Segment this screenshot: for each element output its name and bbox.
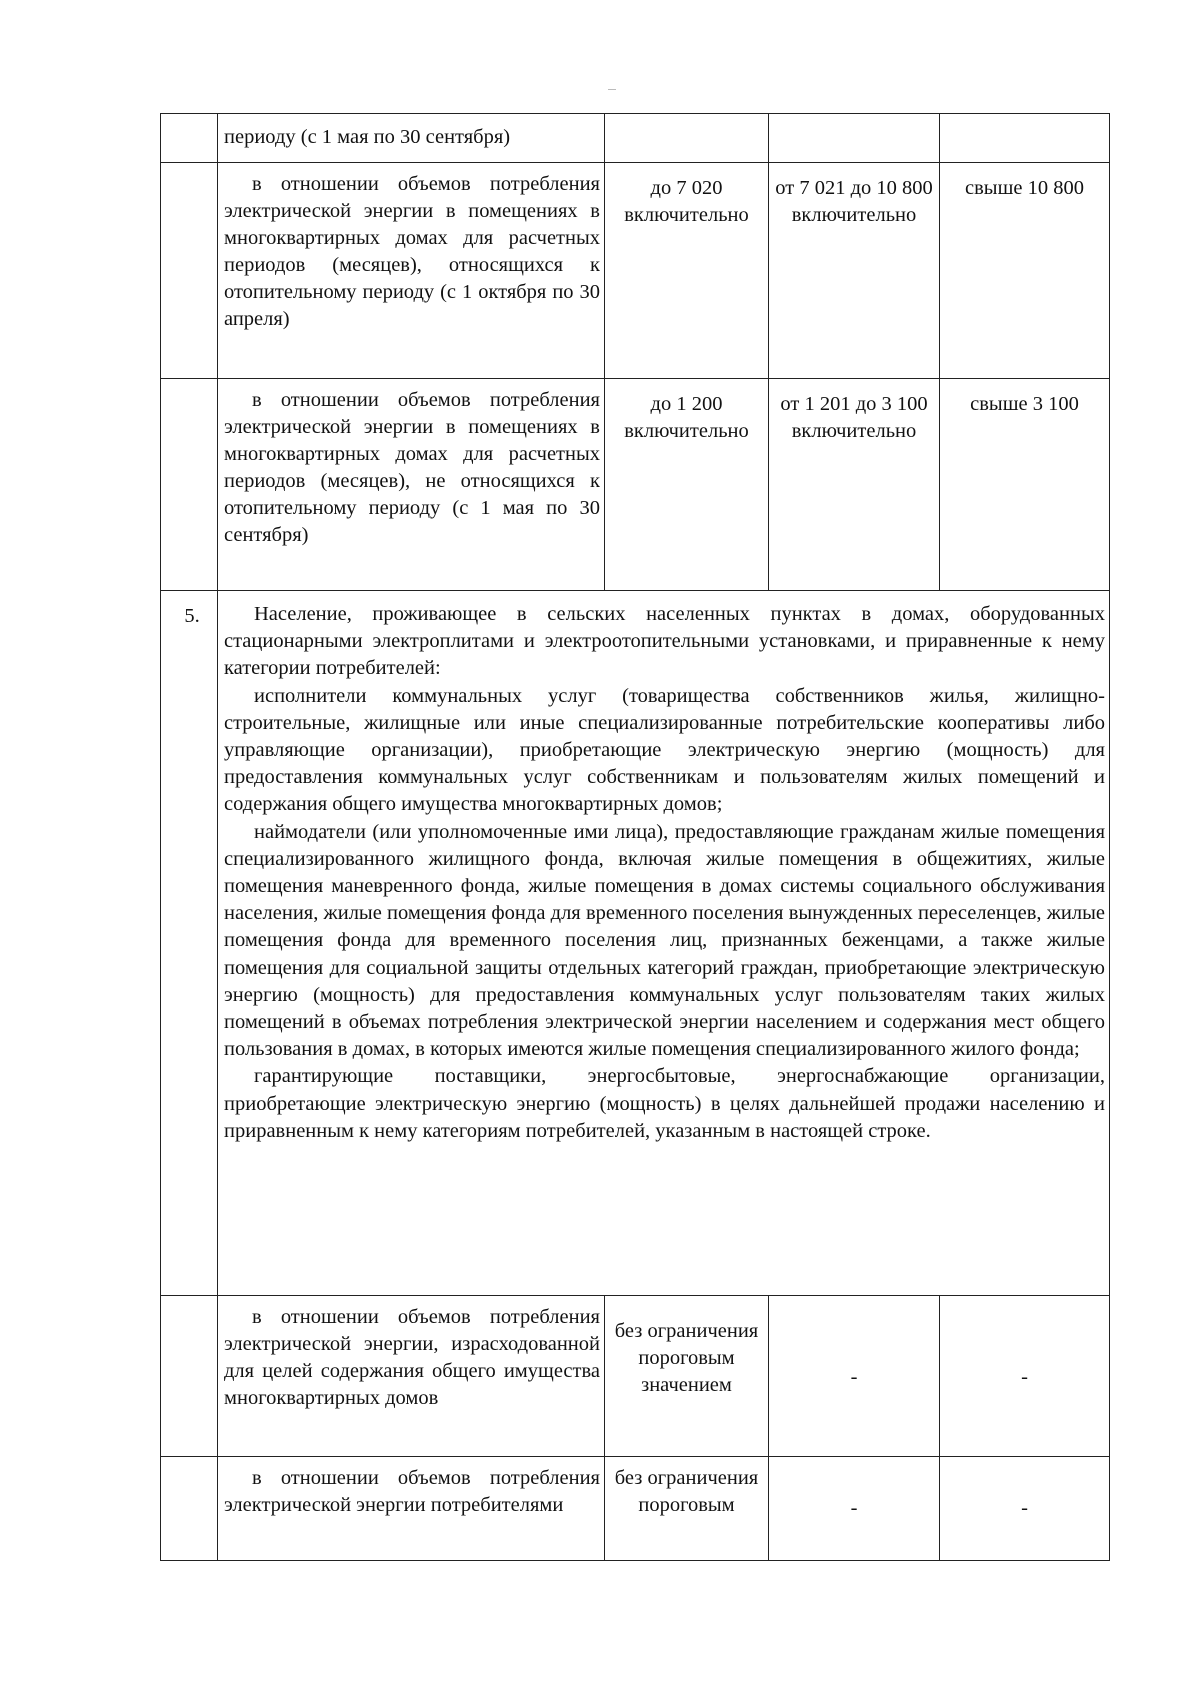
value-cell: [940, 114, 1110, 163]
threshold-mid: -: [850, 1366, 858, 1388]
value-cell: [769, 1296, 940, 1457]
desc-cell: [218, 1296, 605, 1457]
table-row: [161, 163, 1110, 379]
num-cell: [161, 114, 218, 163]
value-cell: [769, 163, 940, 379]
num-cell: [161, 379, 218, 591]
paragraph: исполнители коммунальных услуг (товарищества собственников жилья, жилищно-строительные, жилищные или иные специализированные потребительские кооперативы либо управляющие организации), приобретающие электрическую энергию (мощность) для предоставления коммунальных услуг собственникам и пользователям жилых помещений и содержания общего имущества многоквартирных домов;: [224, 684, 1105, 816]
paragraph: Население, проживающее в сельских населенных пунктах в домах, оборудованных стационарными электроплитами и электроотопительными установками, и приравненные к нему категории потребителей:: [224, 603, 1105, 680]
tariff-table: [160, 113, 1110, 1561]
num-cell: [161, 1296, 218, 1457]
value-cell: [769, 114, 940, 163]
num-cell: [161, 1457, 218, 1561]
value-cell: [769, 1457, 940, 1561]
table-row: [161, 1296, 1110, 1457]
value-cell: [940, 1296, 1110, 1457]
value-cell: [605, 1457, 769, 1561]
table-row: [161, 114, 1110, 163]
paragraph: наймодатели (или уполномоченные ими лица), предоставляющие гражданам жилые помещения специализированного жилищного фонда, включая жилые помещения в общежитиях, жилые помещения маневренного фонда, жилые помещения в домах системы социального обслуживания населения, жилые помещения фонда для временного поселения вынужденных переселенцев, жилые помещения фонда для временного поселения лиц, признанных беженцами, а также жилые помещения для социальной защиты отдельных категорий граждан, приобретающие электрическую энергию (мощность) для предоставления коммунальных услуг пользователям таких жилых помещений в объемах потребления электрической энергии населением и содержания мест общего пользования в домах, в которых имеются жилые помещения специализированного жилого фонда;: [224, 820, 1105, 1061]
threshold-high: свыше 10 800: [965, 177, 1084, 199]
threshold-mid: от 7 021 до 10 800 включительно: [775, 177, 933, 226]
threshold-low: до 1 200 включительно: [624, 393, 749, 442]
row-description: в отношении объемов потребления электрической энергии потребителями: [224, 1467, 600, 1516]
row-description: в отношении объемов потребления электрической энергии в помещениях в многоквартирных домах для расчетных периодов (месяцев), не относящихся к отопительному периоду (с 1 мая по 30 сентября): [224, 389, 600, 546]
threshold-low: до 7 020 включительно: [624, 177, 749, 226]
row-description: в отношении объемов потребления электрической энергии в помещениях в многоквартирных домах для расчетных периодов (месяцев), относящихся к отопительному периоду (с 1 октября по 30 апреля): [224, 173, 600, 330]
threshold-high: -: [1021, 1366, 1028, 1388]
table-row: [161, 379, 1110, 591]
row-description: периоду (с 1 мая по 30 сентября): [224, 126, 511, 148]
desc-cell: [218, 114, 605, 163]
row-description: в отношении объемов потребления электрической энергии, израсходованной для целей содержания общего имущества многоквартирных домов: [224, 1306, 600, 1409]
num-cell: [161, 591, 218, 1296]
threshold-mid: от 1 201 до 3 100 включительно: [780, 393, 928, 442]
threshold-high: свыше 3 100: [970, 393, 1079, 415]
value-cell: [769, 379, 940, 591]
value-cell: [940, 1457, 1110, 1561]
threshold-low: без ограничения пороговым значением: [614, 1320, 759, 1396]
desc-cell: [218, 379, 605, 591]
paragraph: гарантирующие поставщики, энергосбытовые, энергоснабжающие организации, приобретающие электрическую энергию (мощность) в целях дальнейшей продажи населению и приравненным к нему категориям потребителей, указанным в настоящей строке.: [224, 1065, 1105, 1142]
desc-cell: [218, 163, 605, 379]
value-cell: [940, 379, 1110, 591]
value-cell: [605, 379, 769, 591]
category-cell: [218, 591, 1110, 1296]
num-cell: [161, 163, 218, 379]
table-row: [161, 1457, 1110, 1561]
desc-cell: [218, 1457, 605, 1561]
value-cell: [605, 163, 769, 379]
table-row: [161, 591, 1110, 1296]
value-cell: [605, 1296, 769, 1457]
row-number: 5.: [184, 605, 200, 627]
scan-mark: [608, 89, 616, 90]
value-cell: [940, 163, 1110, 379]
category-description: [218, 591, 1109, 1151]
threshold-low: без ограничения пороговым: [614, 1467, 759, 1516]
threshold-mid: -: [850, 1497, 858, 1519]
threshold-high: -: [1021, 1497, 1028, 1519]
value-cell: [605, 114, 769, 163]
